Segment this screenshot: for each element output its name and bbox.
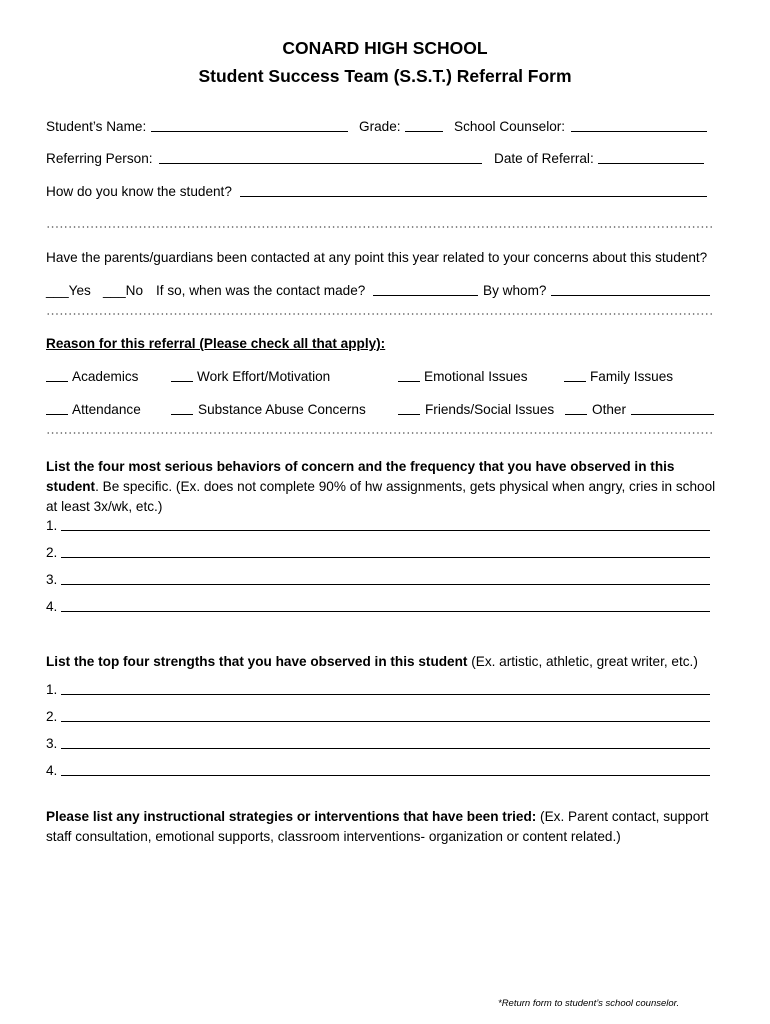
- behavior-number: 2.: [46, 545, 58, 560]
- emotional-checkbox[interactable]: [398, 381, 420, 382]
- strength-field-4[interactable]: [61, 775, 710, 776]
- behaviors-heading: [46, 457, 726, 517]
- substance-label: Substance Abuse Concerns: [198, 402, 366, 417]
- strengths-heading-bold: List the top four strengths that you have observed in this student: [46, 654, 468, 669]
- date-of-referral-field[interactable]: [598, 163, 704, 164]
- work-effort-checkbox[interactable]: [171, 381, 193, 382]
- behaviors-heading-bold: List the four most serious behaviors of concern and the frequency that you have observed in this student: [46, 459, 675, 494]
- attendance-checkbox[interactable]: [46, 414, 68, 415]
- return-form-note: *Return form to student’s school counselor.: [498, 998, 680, 1009]
- school-name: CONARD HIGH SCHOOL: [282, 38, 488, 58]
- contact-yes-option[interactable]: ___Yes: [46, 283, 91, 298]
- strength-number: 4.: [46, 763, 58, 778]
- strength-field-2[interactable]: [61, 721, 710, 722]
- strength-number: 3.: [46, 736, 58, 751]
- referring-person-label: Referring Person:: [46, 151, 153, 166]
- other-field[interactable]: [631, 414, 714, 415]
- reason-heading: Reason for this referral (Please check all that apply):: [46, 336, 386, 351]
- behavior-field-1[interactable]: [61, 530, 710, 531]
- family-label: Family Issues: [590, 369, 674, 384]
- how-know-field[interactable]: [240, 196, 707, 197]
- form-title: Student Success Team (S.S.T.) Referral Form: [198, 66, 572, 86]
- emotional-label: Emotional Issues: [424, 369, 528, 384]
- dotted-divider: [46, 226, 712, 228]
- grade-label: Grade:: [359, 119, 401, 134]
- behaviors-heading-rest: . Be specific. (Ex. does not complete 90% of hw assignments, gets physical when angry, cries in school at least 3x/wk, etc.): [46, 479, 716, 514]
- contact-question: Have the parents/guardians been contacted at any point this year related to your concerns about this student?: [46, 250, 708, 265]
- other-checkbox[interactable]: [565, 414, 587, 415]
- strength-number: 1.: [46, 682, 58, 697]
- date-of-referral-label: Date of Referral:: [494, 151, 594, 166]
- strengths-heading: [46, 652, 726, 672]
- behavior-number: 4.: [46, 599, 58, 614]
- family-checkbox[interactable]: [564, 381, 586, 382]
- behavior-field-3[interactable]: [61, 584, 710, 585]
- strengths-heading-rest: (Ex. artistic, athletic, great writer, etc.): [467, 654, 698, 669]
- contact-by-whom-label: By whom?: [483, 283, 547, 298]
- interventions-heading-rest: (Ex. Parent contact, support staff consultation, emotional supports, classroom interventions- organization or content related.): [46, 809, 709, 844]
- contact-by-whom-field[interactable]: [551, 295, 710, 296]
- student-name-field[interactable]: [151, 131, 348, 132]
- counselor-field[interactable]: [571, 131, 707, 132]
- dotted-divider: [46, 432, 712, 434]
- contact-no-option[interactable]: ___No: [103, 283, 144, 298]
- interventions-heading-bold: Please list any instructional strategies or interventions that have been tried:: [46, 809, 537, 824]
- friends-label: Friends/Social Issues: [425, 402, 555, 417]
- counselor-label: School Counselor:: [454, 119, 566, 134]
- behavior-number: 3.: [46, 572, 58, 587]
- substance-checkbox[interactable]: [171, 414, 193, 415]
- contact-when-field[interactable]: [373, 295, 478, 296]
- strength-field-3[interactable]: [61, 748, 710, 749]
- grade-field[interactable]: [405, 131, 443, 132]
- academics-label: Academics: [72, 369, 139, 384]
- friends-checkbox[interactable]: [398, 414, 420, 415]
- other-label: Other: [592, 402, 626, 417]
- dotted-divider: [46, 313, 712, 315]
- contact-when-label: If so, when was the contact made?: [156, 283, 366, 298]
- behavior-number: 1.: [46, 518, 58, 533]
- behavior-field-4[interactable]: [61, 611, 710, 612]
- interventions-heading: [46, 807, 726, 847]
- attendance-label: Attendance: [72, 402, 141, 417]
- academics-checkbox[interactable]: [46, 381, 68, 382]
- how-know-label: How do you know the student?: [46, 184, 232, 199]
- student-name-label: Student’s Name:: [46, 119, 147, 134]
- strength-field-1[interactable]: [61, 694, 710, 695]
- work-effort-label: Work Effort/Motivation: [197, 369, 331, 384]
- referring-person-field[interactable]: [159, 163, 482, 164]
- behavior-field-2[interactable]: [61, 557, 710, 558]
- strength-number: 2.: [46, 709, 58, 724]
